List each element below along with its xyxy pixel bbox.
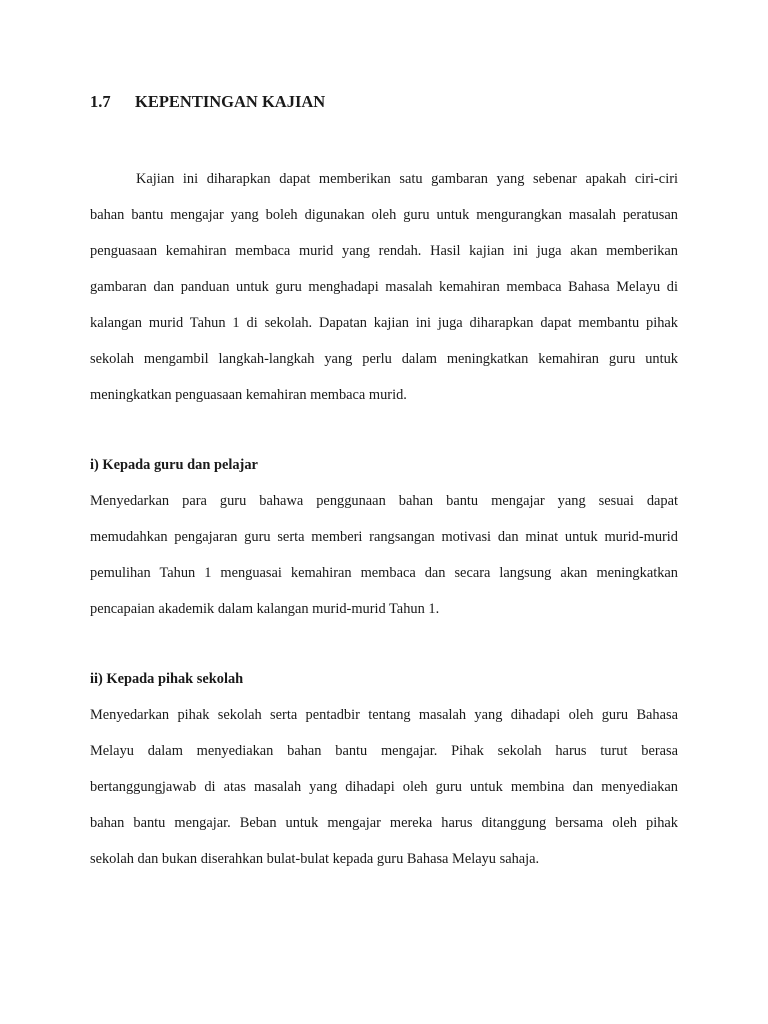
paragraph-line: bahan bantu mengajar. Beban untuk mengajar mereka harus ditanggung bersama oleh pihak bbox=[90, 815, 678, 831]
paragraph-line: penguasaan kemahiran membaca murid yang rendah. Hasil kajian ini juga akan memberikan bbox=[90, 243, 678, 259]
paragraph-line: gambaran dan panduan untuk guru menghadapi masalah kemahiran membaca Bahasa Melayu di bbox=[90, 279, 678, 295]
paragraph-line: sekolah dan bukan diserahkan bulat-bulat kepada guru Bahasa Melayu sahaja. bbox=[90, 851, 540, 867]
paragraph-line: memudahkan pengajaran guru serta memberi rangsangan motivasi dan minat untuk murid-murid bbox=[90, 529, 678, 545]
section-number: 1.7 bbox=[90, 92, 111, 111]
paragraph-line: sekolah mengambil langkah-langkah yang perlu dalam meningkatkan kemahiran guru untuk bbox=[90, 351, 678, 367]
paragraph-line: pemulihan Tahun 1 menguasai kemahiran membaca dan secara langsung akan meningkatkan bbox=[90, 565, 678, 581]
paragraph-line: Kajian ini diharapkan dapat memberikan satu gambaran yang sebenar apakah ciri-ciri bbox=[136, 171, 678, 187]
paragraph-line: kalangan murid Tahun 1 di sekolah. Dapatan kajian ini juga diharapkan dapat membantu pihak bbox=[90, 315, 678, 331]
paragraph-line: Melayu dalam menyediakan bahan bantu mengajar. Pihak sekolah harus turut berasa bbox=[90, 743, 678, 759]
section-heading bbox=[90, 92, 325, 112]
subsection-heading-guru: i) Kepada guru dan pelajar bbox=[90, 457, 258, 473]
section-title: KEPENTINGAN KAJIAN bbox=[135, 92, 326, 111]
paragraph-line: bahan bantu mengajar yang boleh digunakan oleh guru untuk mengurangkan masalah peratusan bbox=[90, 207, 678, 223]
paragraph-line: Menyedarkan pihak sekolah serta pentadbir tentang masalah yang dihadapi oleh guru Bahasa bbox=[90, 707, 678, 723]
paragraph-line: pencapaian akademik dalam kalangan murid-murid Tahun 1. bbox=[90, 601, 440, 617]
paragraph-line: Menyedarkan para guru bahawa penggunaan bahan bantu mengajar yang sesuai dapat bbox=[90, 493, 678, 509]
paragraph-line: bertanggungjawab di atas masalah yang dihadapi oleh guru untuk membina dan menyediakan bbox=[90, 779, 678, 795]
subsection-heading-sekolah: ii) Kepada pihak sekolah bbox=[90, 671, 244, 687]
paragraph-line: meningkatkan penguasaan kemahiran membaca murid. bbox=[90, 387, 407, 403]
